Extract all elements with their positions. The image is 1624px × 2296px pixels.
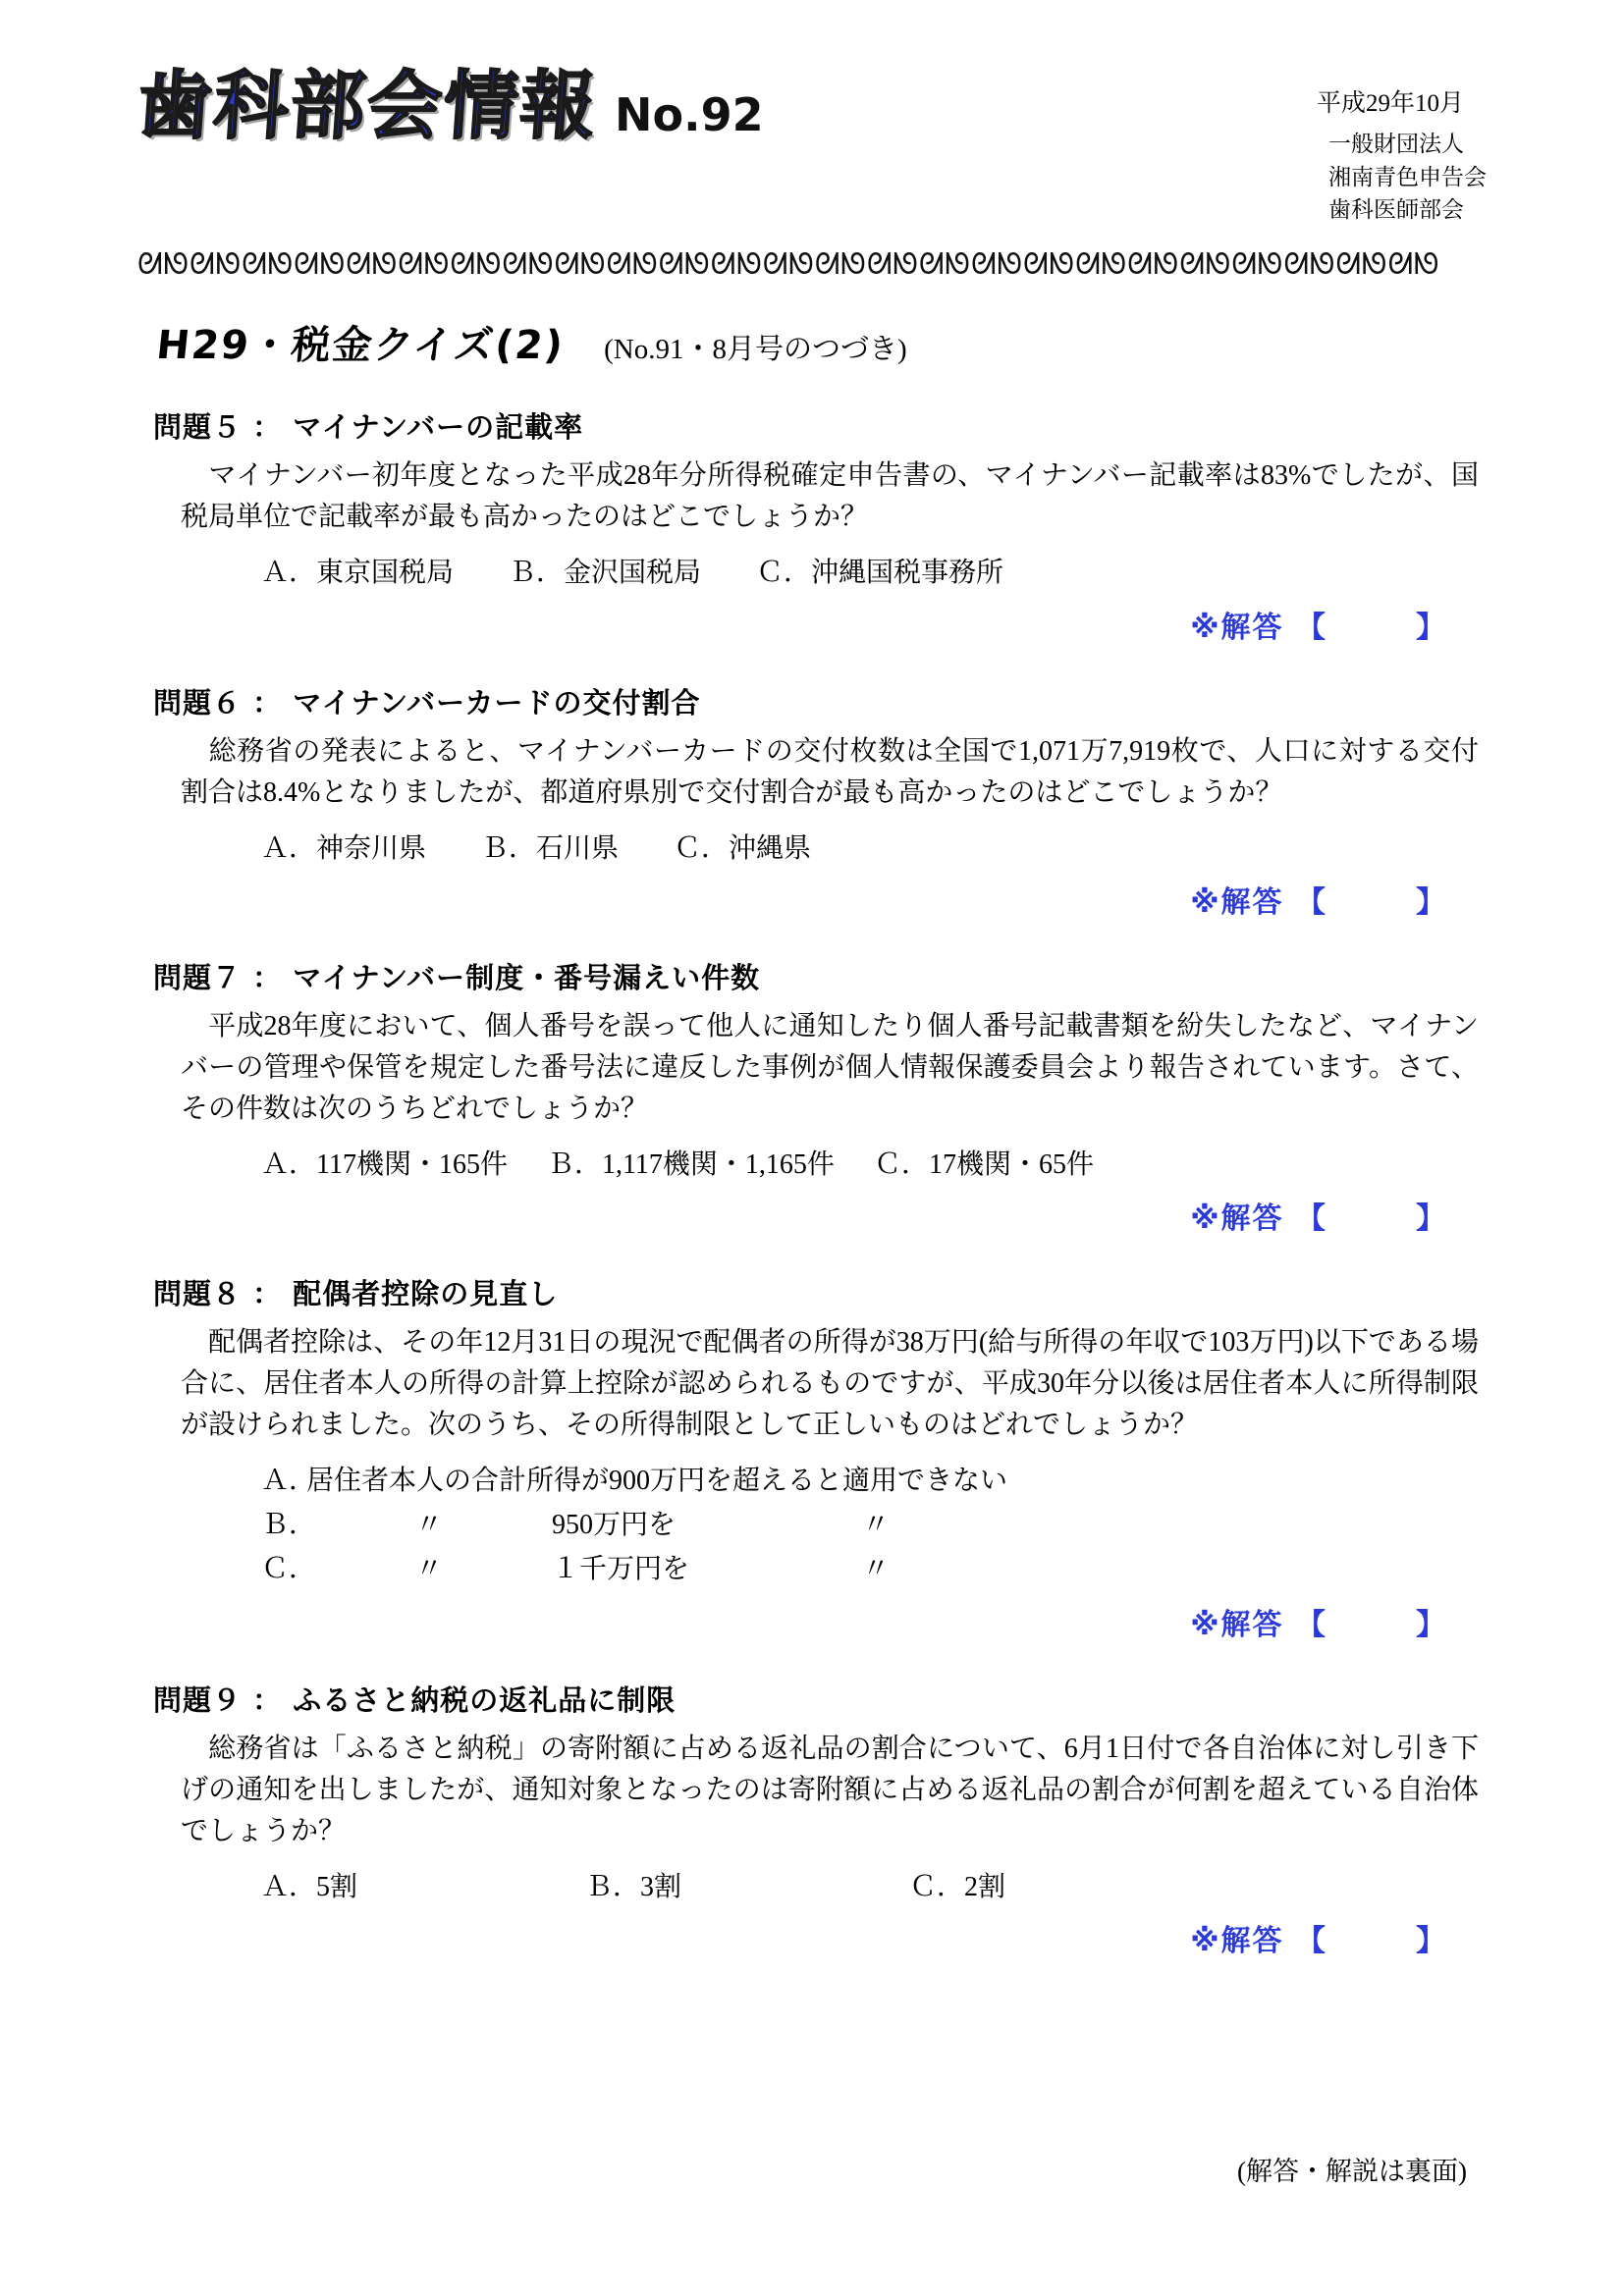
choice-text: 居住者本人の合計所得が900万円を超えると適用できない: [306, 1466, 1008, 1497]
masthead: [134, 0, 1487, 226]
choice-row-b[interactable]: [261, 1504, 1487, 1548]
answer-close: 】: [1416, 610, 1447, 645]
question-heading: 問題８ ： 配偶者控除の見直し: [153, 1277, 559, 1311]
question-block: [137, 681, 1487, 921]
question-body: [153, 455, 1487, 538]
choice-label: Ｃ．: [261, 1554, 317, 1585]
org-line-2: 湘南青色申告会: [1328, 164, 1487, 189]
question-body-text: 総務省の発表によると、マイナンバーカードの交付枚数は全国で1,071万7,919枚で、人口に対する交付割合は8.4%となりましたが、都道府県別で交付割合が最も高かったのはどこでしょうか？: [181, 735, 1479, 808]
answer-close: 】: [1416, 1607, 1447, 1642]
answer-close: 】: [1416, 1201, 1447, 1237]
question-block: [137, 405, 1487, 645]
question-block: [137, 1679, 1487, 1959]
question-body-text: 総務省は「ふるさと納税」の寄附額に占める返礼品の割合について、6月1日付で各自治体に対し引き下げの通知を出しましたが、通知対象となったのは寄附額に占める返礼品の割合が何割を超えている自治体でしょうか？: [181, 1733, 1479, 1846]
question-choices: [153, 1460, 1487, 1591]
answer-blank[interactable]: [153, 1916, 1487, 1959]
answer-blank[interactable]: [153, 1600, 1487, 1643]
choice-b[interactable]: Ｂ．1,117機関・1,165件: [546, 1149, 835, 1181]
question-body: [153, 731, 1487, 814]
answer-label: ※解答 【: [1190, 1607, 1327, 1642]
decorative-divider: ᘛᘚᘛᘚᘛᘚᘛᘚᘛᘚᘛᘚᘛᘚᘛᘚᘛᘚᘛᘚᘛᘚᘛᘚᘛᘚᘛᘚᘛᘚᘛᘚᘛᘚᘛᘚᘛᘚᘛᘚᘛᘚᘛᘚᘛᘚᘛᘚᘛᘚ: [137, 247, 1440, 282]
question-block: [137, 956, 1487, 1237]
choice-amount: １千万円を: [552, 1554, 690, 1585]
quiz-title: H29・税金クイズ(2): [154, 323, 568, 369]
question-body-text: 平成28年度において、個人番号を誤って他人に通知したり個人番号記載書類を紛失したなど、マイナンバーの管理や保管を規定した番号法に違反した事例が個人情報保護委員会より報告されています。さて、その件数は次のうちどれでしょうか？: [181, 1011, 1479, 1125]
masthead-right: [1317, 69, 1487, 226]
choice-a[interactable]: Ａ．神奈川県: [261, 832, 427, 864]
answer-close: 】: [1416, 885, 1447, 921]
question-body-text: 配偶者控除は、その年12月31日の現況で配偶者の所得が38万円(給与所得の年収で103万円)以下である場合に、居住者本人の所得の計算上控除が認められるものですが、平成30年分以後は居住者本人に所得制限が設けられました。次のうち、その所得制限として正しいものはどれでしょうか？: [181, 1327, 1479, 1441]
quiz-title-row: [137, 314, 1487, 370]
question-heading: 問題５ ： マイナンバーの記載率: [153, 410, 584, 445]
question-body: [153, 1006, 1487, 1130]
choice-b[interactable]: Ｂ．石川県: [481, 832, 620, 864]
choice-a[interactable]: Ａ．東京国税局: [261, 558, 455, 589]
choice-c[interactable]: Ｃ．2割: [909, 1871, 1006, 1902]
question-choices: [153, 552, 1487, 594]
question-body: [153, 1322, 1487, 1446]
question-block: [137, 1272, 1487, 1642]
answer-blank[interactable]: [153, 1194, 1487, 1237]
masthead-left: [134, 62, 764, 149]
question-choices: [153, 1866, 1487, 1908]
answer-label: ※解答 【: [1190, 610, 1327, 645]
question-body: [153, 1729, 1487, 1852]
question-heading: 問題９ ： ふるさと納税の返礼品に制限: [153, 1682, 677, 1717]
choice-a[interactable]: Ａ．117機関・165件: [261, 1149, 508, 1181]
issue-number: No.92: [615, 88, 764, 141]
question-choices: [153, 1144, 1487, 1186]
choice-c[interactable]: Ｃ．沖縄国税事務所: [756, 558, 1004, 589]
quiz-subtitle: (No.91・8月号のつづき): [604, 334, 907, 366]
choice-a[interactable]: Ａ．5割: [261, 1871, 358, 1902]
choice-row-a[interactable]: [261, 1460, 1487, 1504]
choice-b[interactable]: Ｂ．金沢国税局: [509, 558, 702, 589]
answer-label: ※解答 【: [1190, 885, 1327, 921]
answer-close: 】: [1416, 1924, 1447, 1959]
choice-ditto-1: 〃: [414, 1554, 443, 1585]
choice-c[interactable]: Ｃ．17機関・65件: [873, 1149, 1094, 1181]
choice-ditto-2: 〃: [861, 1510, 890, 1541]
question-choices: [153, 828, 1487, 870]
answer-label: ※解答 【: [1190, 1201, 1327, 1237]
choice-label: Ｂ．: [261, 1510, 317, 1541]
choice-ditto-1: 〃: [414, 1510, 443, 1541]
question-heading: 問題６ ： マイナンバーカードの交付割合: [153, 685, 701, 720]
choice-ditto-2: 〃: [861, 1554, 890, 1585]
answer-blank[interactable]: [153, 878, 1487, 921]
choice-amount: 950万円を: [552, 1510, 677, 1541]
publication-title: 歯科部会情報: [134, 62, 601, 149]
org-line-1: 一般財団法人: [1328, 132, 1464, 157]
choice-c[interactable]: Ｃ．沖縄県: [674, 832, 812, 864]
question-heading: 問題７ ： マイナンバー制度・番号漏えい件数: [153, 961, 761, 995]
question-body-text: マイナンバー初年度となった平成28年分所得税確定申告書の、マイナンバー記載率は83%でしたが、国税局単位で記載率が最も高かったのはどこでしょうか？: [181, 460, 1479, 533]
choice-row-c[interactable]: [261, 1548, 1487, 1592]
choice-b[interactable]: Ｂ．3割: [585, 1871, 682, 1902]
footnote: (解答・解説は裏面): [1237, 2157, 1467, 2186]
answer-blank[interactable]: [153, 603, 1487, 646]
answer-label: ※解答 【: [1190, 1924, 1327, 1959]
choice-label: Ａ．: [261, 1466, 317, 1497]
issue-date: 平成29年10月: [1317, 90, 1465, 117]
org-line-3: 歯科医師部会: [1328, 196, 1464, 222]
